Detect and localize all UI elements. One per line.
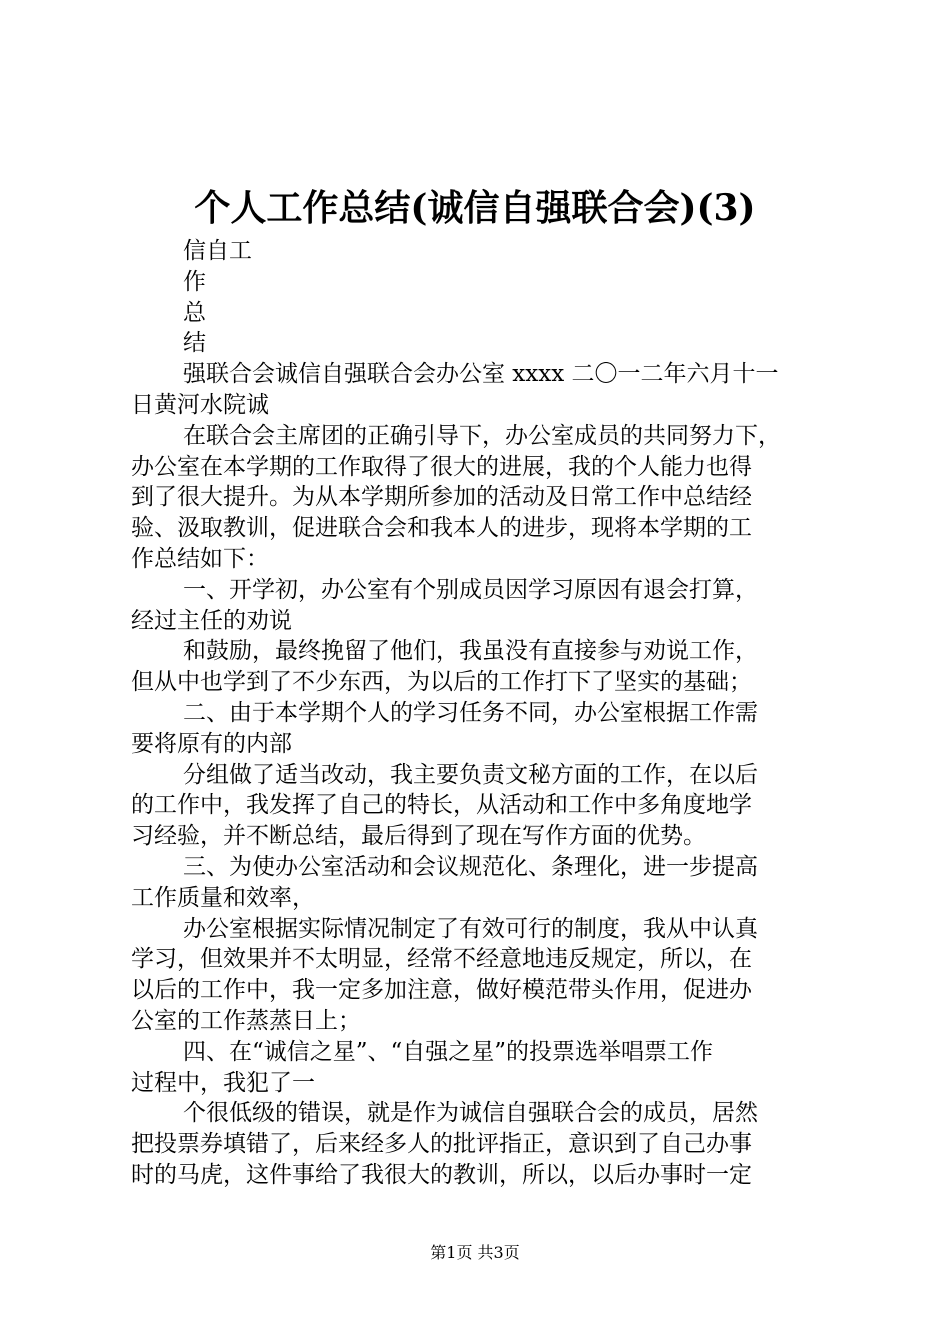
text-line: 办公室在本学期的工作取得了很大的进展，我的个人能力也得: [131, 453, 752, 480]
text-line: 要将原有的内部: [131, 730, 292, 757]
text-line: 四、在“诚信之星”、“自强之星”的投票选举唱票工作: [183, 1038, 714, 1065]
text-line: 一、开学初，办公室有个别成员因学习原因有退会打算，: [183, 576, 758, 603]
text-line: 作: [183, 268, 206, 295]
text-line: 结: [183, 330, 206, 357]
text-line: 以后的工作中，我一定多加注意，做好模范带头作用，促进办: [131, 977, 752, 1004]
text-line: 信自工: [183, 238, 252, 264]
document-body: [131, 236, 831, 1191]
text-line: 工作质量和效率，: [131, 884, 315, 911]
text-line: 和鼓励，最终挽留了他们，我虽没有直接参与劝说工作，: [183, 638, 758, 665]
text-line: 办公室根据实际情况制定了有效可行的制度，我从中认真: [183, 915, 758, 942]
text-line: 个很低级的错误，就是作为诚信自强联合会的成员，居然: [183, 1100, 758, 1127]
text-line: 三、为使办公室活动和会议规范化、条理化，进一步提高: [183, 853, 758, 880]
text-line: 分组做了适当改动，我主要负责文秘方面的工作，在以后: [183, 761, 758, 788]
text-line: 强联合会诚信自强联合会办公室 xxxx 二〇一二年六月十一: [183, 361, 779, 388]
text-line: 学习，但效果并不太明显，经常不经意地违反规定，所以，在: [131, 946, 752, 973]
text-line: 作总结如下：: [131, 545, 269, 572]
document-title: 个人工作总结(诚信自强联合会)(3): [194, 187, 756, 229]
text-line: 时的马虎，这件事给了我很大的教训，所以，以后办事时一定: [131, 1161, 752, 1188]
text-line: 在联合会主席团的正确引导下，办公室成员的共同努力下，: [183, 422, 781, 449]
text-line: 习经验，并不断总结，最后得到了现在写作方面的优势。: [131, 823, 706, 850]
text-line: 日黄河水院诚: [131, 391, 269, 418]
text-line: 验、汲取教训，促进联合会和我本人的进步，现将本学期的工: [131, 515, 752, 542]
page-footer: 第1页 共3页: [430, 1243, 520, 1262]
text-line: 但从中也学到了不少东西，为以后的工作打下了坚实的基础；: [131, 669, 752, 696]
text-line: 过程中，我犯了一: [131, 1069, 315, 1096]
text-line: 总: [183, 299, 206, 326]
text-line: 到了很大提升。为从本学期所参加的活动及日常工作中总结经: [131, 484, 752, 511]
text-line: 经过主任的劝说: [131, 607, 292, 634]
text-line: 公室的工作蒸蒸日上；: [131, 1007, 361, 1034]
text-line: 的工作中，我发挥了自己的特长，从活动和工作中多角度地学: [131, 792, 752, 819]
text-line: 二、由于本学期个人的学习任务不同，办公室根据工作需: [183, 699, 758, 726]
text-line: 把投票券填错了，后来经多人的批评指正，意识到了自己办事: [131, 1131, 752, 1158]
